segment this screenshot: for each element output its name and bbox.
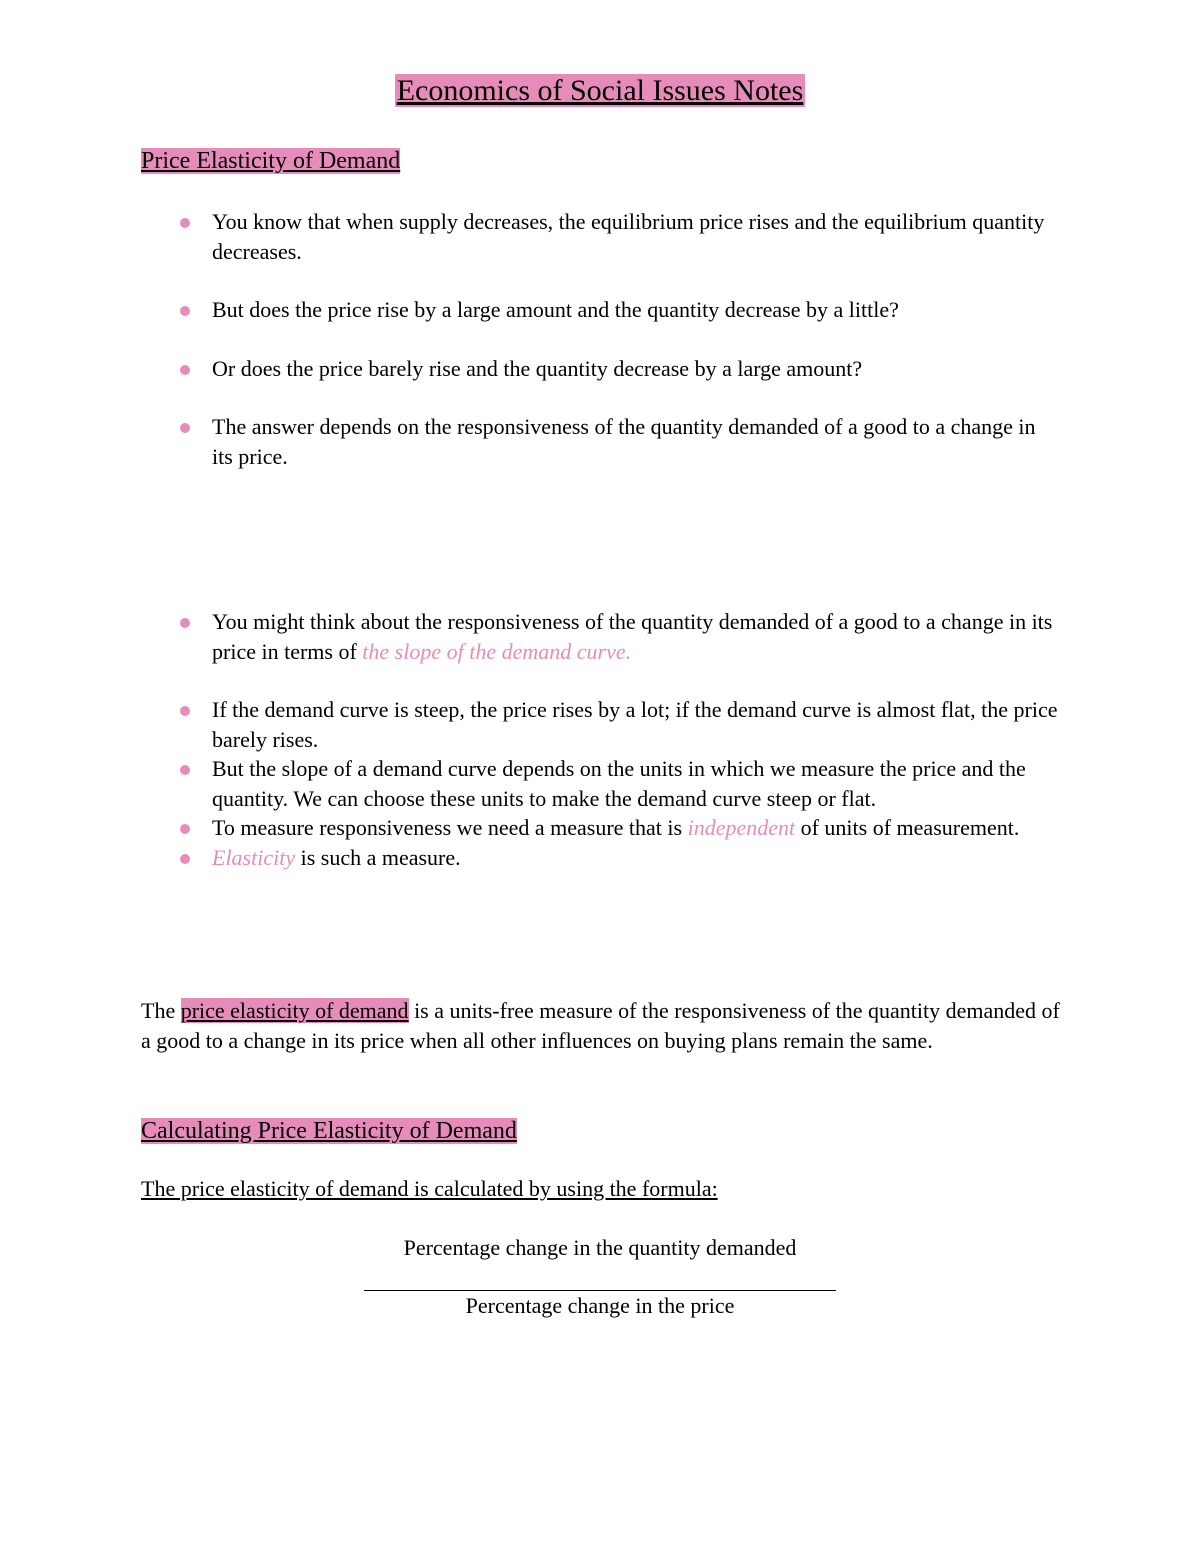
formula-intro: The price elasticity of demand is calculated by using the formula:: [141, 1176, 718, 1201]
bullet-text: is such a measure.: [295, 844, 461, 870]
bullet-dot-icon: [180, 824, 190, 834]
list-item: [178, 207, 1058, 266]
section-heading-calculating: [141, 1116, 517, 1146]
bullet-list-intro: [178, 207, 1058, 471]
bullet-list-responsiveness: [178, 607, 1058, 872]
definition-text: is a units-free measure of the responsiveness of the quantity demanded of a good to a change in its price when all other influences on buying plans remain the same.: [141, 998, 1060, 1053]
bullet-dot-icon: [180, 365, 190, 375]
list-item: [178, 754, 1058, 813]
section-heading-text: Price Elasticity of Demand: [141, 148, 401, 174]
bullet-dot-icon: [180, 706, 190, 716]
document-title: [0, 72, 1200, 110]
section-heading-price-elasticity: [141, 146, 400, 176]
bullet-dot-icon: [180, 218, 190, 228]
list-item: [178, 695, 1058, 754]
bullet-text: The answer depends on the responsiveness of the quantity demanded of a good to a change in its price.: [212, 414, 1036, 469]
list-item: [178, 354, 1058, 384]
bullet-text: of units of measurement.: [795, 815, 1020, 840]
bullet-text: Or does the price barely rise and the quantity decrease by a large amount?: [212, 355, 863, 381]
emphasis-text: Elasticity: [212, 844, 296, 870]
bullet-text: You might think about the responsiveness of the quantity demanded of a good to a change in its price in terms of: [212, 609, 1053, 664]
document-title-text: Economics of Social Issues Notes: [396, 74, 804, 107]
bullet-dot-icon: [180, 423, 190, 433]
list-item: [178, 813, 1058, 843]
definition-term: price elasticity of demand: [180, 998, 409, 1023]
list-item: [178, 843, 1058, 873]
formula-numerator: Percentage change in the quantity demanded: [403, 1235, 797, 1260]
list-item: [178, 607, 1058, 666]
bullet-dot-icon: [180, 765, 190, 775]
definition-paragraph: [141, 996, 1061, 1056]
bullet-text: But the slope of a demand curve depends on the units in which we measure the price and the quantity. We can choose these units to make the demand curve steep or flat.: [212, 756, 1026, 811]
bullet-text: If the demand curve is steep, the price rises by a lot; if the demand curve is almost flat, the price barely rises.: [212, 697, 1058, 752]
list-item: [178, 412, 1058, 471]
bullet-dot-icon: [180, 618, 190, 628]
formula-denominator: Percentage change in the price: [465, 1293, 735, 1318]
emphasis-text: the slope of the demand curve.: [362, 638, 632, 664]
section-heading-text: Calculating Price Elasticity of Demand: [141, 1118, 517, 1144]
bullet-text: To measure responsiveness we need a measure that is: [212, 815, 688, 840]
list-item: [178, 295, 1058, 325]
definition-text: The: [141, 998, 181, 1023]
bullet-text: But does the price rise by a large amount and the quantity decrease by a little?: [212, 297, 899, 322]
emphasis-text: independent: [687, 815, 796, 840]
bullet-dot-icon: [180, 306, 190, 316]
bullet-dot-icon: [180, 854, 190, 864]
bullet-text: You know that when supply decreases, the equilibrium price rises and the equilibrium quantity decreases.: [212, 209, 1045, 264]
